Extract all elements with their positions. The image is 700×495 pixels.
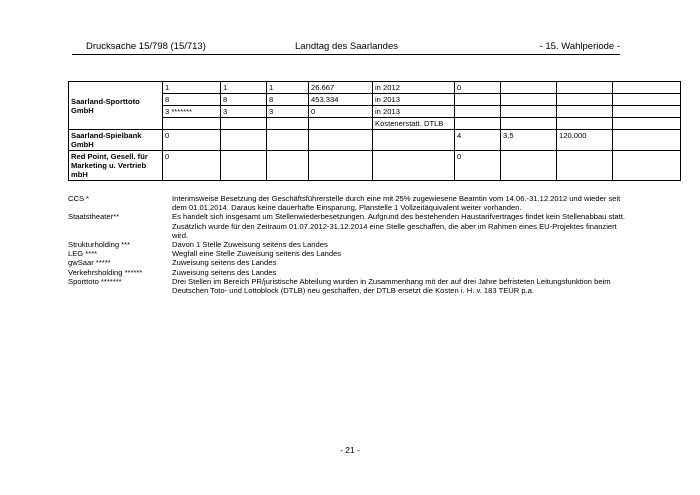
footnote-text: Zuweisung seitens des Landes: [172, 258, 277, 268]
table-cell: [221, 118, 267, 130]
footnote-text: Es handelt sich insgesamt um Stellenwiederbesetzungen. Aufgrund des bestehenden Haustarifvertrages findet kein Stellenabbau statt. Zusätzlich wurde für den Zeitraum 01.07.2012-31.12.2014 eine Stelle geschaffen, die aber im Rahmen eines EU-Projektes finanziert wird.: [172, 212, 625, 240]
table-cell: [373, 151, 455, 181]
table-row: [69, 82, 681, 94]
footnote-text: Drei Stellen im Bereich PR/juristische Abteilung wurden in Zusammenhang mit der auf drei Jahre befristeten Leitungsfunktion beim Deutschen Toto- und Lottoblock (DTLB) neu geschaffen, der DTLB ersetzt die Kosten i. H. v. 183 TEUR p.a.: [172, 276, 611, 296]
table-cell: 0: [309, 106, 373, 118]
company-name: Red Point, Gesell. für Marketing u. Vertrieb mbH: [69, 151, 163, 181]
table-cell: [613, 94, 681, 106]
table-cell: [557, 151, 613, 181]
table-cell: [309, 130, 373, 151]
table-cell: 3 *******: [163, 106, 221, 118]
table-cell: 3: [221, 106, 267, 118]
parliament-name: Landtag des Saarlandes: [295, 41, 398, 52]
table-cell: 8: [221, 94, 267, 106]
table-cell: 26.667: [309, 82, 373, 94]
table-cell: [557, 94, 613, 106]
footnote-text: Interimsweise Besetzung der Geschäftsführerstelle durch eine mit 25% zugewiesene Beamtin vom 14.06.-31.12.2012 und wieder seit dem 01.01.2014. Daraus keine dauerhafte Einsparung, Planstelle 1 Vollzeitäquivalent weiter vorhanden.: [172, 194, 621, 213]
footnote-item: [68, 240, 628, 249]
table-cell: [613, 106, 681, 118]
footnote-key: LEG ****: [68, 249, 98, 259]
table-cell: [221, 151, 267, 181]
table-cell: 1: [163, 82, 221, 94]
table-cell: [501, 118, 557, 130]
footnote-key: CCS *: [68, 194, 90, 203]
table-cell: [557, 106, 613, 118]
table-cell: [221, 130, 267, 151]
table-cell: [455, 106, 501, 118]
company-name: Saarland-Spielbank GmbH: [69, 130, 163, 151]
footnote-key: gwSaar *****: [68, 258, 111, 268]
company-name: Saarland-Sporttoto GmbH: [69, 82, 163, 130]
table-cell: 0: [163, 130, 221, 151]
table-cell: [501, 151, 557, 181]
table-cell: 8: [267, 94, 309, 106]
table-cell: in 2013: [373, 94, 455, 106]
table-cell: [267, 118, 309, 130]
table-row: [69, 151, 681, 181]
footnotes: [68, 194, 628, 295]
table-cell: 1: [221, 82, 267, 94]
table-cell: 0: [455, 82, 501, 94]
table-cell: [267, 130, 309, 151]
footnote-key: Verkehrsholding ******: [68, 267, 143, 277]
table-cell: [309, 118, 373, 130]
table-row: [69, 130, 681, 151]
table-cell: 3: [267, 106, 309, 118]
table-cell: [613, 151, 681, 181]
table-cell: 120.000: [557, 130, 613, 151]
table-cell: 0: [455, 151, 501, 181]
page-number: - 21 -: [340, 445, 360, 455]
table-cell: [557, 118, 613, 130]
footnote-text: Wegfall eine Stelle Zuweisung seitens des Landes: [172, 249, 342, 259]
page-header: [72, 41, 620, 55]
table-cell: 8: [163, 94, 221, 106]
table-cell: [267, 151, 309, 181]
footnote-item: [68, 212, 628, 240]
footnote-item: [68, 268, 628, 277]
table-cell: [373, 130, 455, 151]
footnote-key: Strukturholding ***: [68, 240, 131, 250]
table-cell: 1: [267, 82, 309, 94]
table-cell: [501, 82, 557, 94]
table-cell: 3,5: [501, 130, 557, 151]
table-cell: [501, 106, 557, 118]
table-cell: 453.334: [309, 94, 373, 106]
footnote-item: [68, 194, 628, 212]
table-cell: [613, 130, 681, 151]
legislative-period: - 15. Wahlperiode -: [539, 41, 620, 52]
table-cell: Kostenerstatt. DTLB: [373, 118, 455, 130]
table-cell: [557, 82, 613, 94]
footnote-item: [68, 258, 628, 267]
table-cell: [613, 82, 681, 94]
table-cell: [455, 94, 501, 106]
table-cell: 0: [163, 151, 221, 181]
document-number: Drucksache 15/798 (15/713): [86, 41, 206, 52]
staff-table: [68, 81, 681, 181]
footnote-item: [68, 249, 628, 258]
table-cell: 4: [455, 130, 501, 151]
table-cell: [455, 118, 501, 130]
table-cell: [163, 118, 221, 130]
table-cell: in 2012: [373, 82, 455, 94]
footnote-key: Staatstheater**: [68, 212, 120, 222]
footnote-item: [68, 277, 628, 295]
table-cell: [613, 118, 681, 130]
table-cell: [309, 151, 373, 181]
footnote-text: Davon 1 Stelle Zuweisung seitens des Landes: [172, 240, 328, 250]
table-cell: in 2013: [373, 106, 455, 118]
footnote-text: Zuweisung seitens des Landes: [172, 267, 277, 277]
table-cell: [501, 94, 557, 106]
footnote-key: Sporttoto *******: [68, 276, 122, 286]
